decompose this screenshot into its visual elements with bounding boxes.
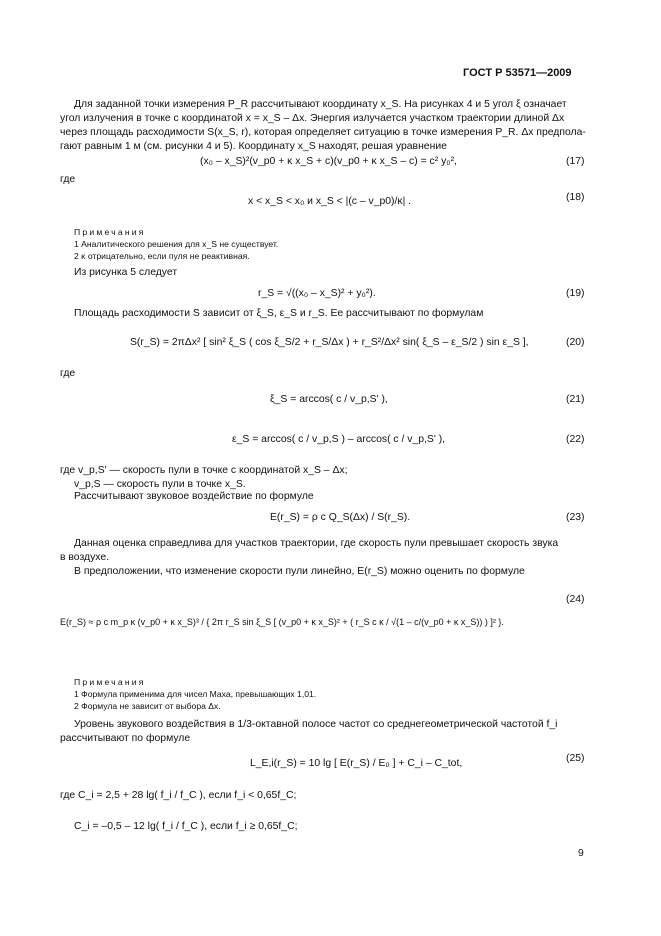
equation-23: E(r_S) = ρ c Q_S(Δx) / S(r_S). <box>270 512 411 523</box>
equation-24-number: (24) <box>566 594 585 605</box>
equation-22-number: (22) <box>566 434 585 445</box>
equation-24: E(r_S) ≈ ρ c m_p κ (v_p0 + κ x_S)³ / { 2π r_S sin ξ_S [ (v_p0 + κ x_S)² + ( r_S c κ / √(1 – c/(v_p0 + κ x_S)) ) ]² }. <box>60 617 504 627</box>
paragraph-2: Площадь расходимости S зависит от ξ_S, ε_S и r_S. Ее рассчитывают по формулам <box>74 308 484 319</box>
ci-definition-2: C_i = –0,5 – 12 lg( f_i / f_C ), если f_i ≥ 0,65f_C; <box>74 821 298 832</box>
notes-title-2: Примечания <box>74 677 146 687</box>
note-2-1: 1 Формула применима для чисел Маха, превышающих 1,01. <box>74 689 317 699</box>
paragraph-3: Рассчитывают звуковое воздействие по формуле <box>74 491 314 502</box>
equation-19-number: (19) <box>566 288 585 299</box>
equation-18: x < x_S < x₀ и x_S < |(c – v_p0)/κ| . <box>248 196 412 207</box>
equation-20-number: (20) <box>566 337 585 348</box>
definition-2: v_p,S — скорость пули в точке x_S. <box>74 479 246 490</box>
notes-title-1: Примечания <box>74 227 146 237</box>
paragraph-1-line-2: угол излучения в точке с координатой x = x_S – Δx. Энергия излучается участком траектории длиной Δx <box>60 113 565 124</box>
ci-definition-1: где C_i = 2,5 + 28 lg( f_i / f_C ), если f_i < 0,65f_C; <box>60 790 297 801</box>
paragraph-1-line-4: гают равным 1 м (см. рисунки 4 и 5). Координату x_S находят, решая уравнение <box>60 141 447 152</box>
paragraph-4-line-2: в воздухе. <box>60 552 110 563</box>
paragraph-6-line-1: Уровень звукового воздействия в 1/3-октавной полосе частот со среднегеометрической частотой f_i <box>74 719 558 730</box>
equation-25: L_E,i(r_S) = 10 lg [ E(r_S) / E₀ ] + C_i – C_tot, <box>250 758 463 769</box>
equation-22: ε_S = arccos( c / v_p,S ) – arccos( c / v_p,S' ), <box>232 434 446 445</box>
paragraph-6-line-2: рассчитывают по формуле <box>60 733 191 744</box>
equation-18-number: (18) <box>566 192 585 203</box>
where-label-2: где <box>60 368 76 379</box>
equation-20: S(r_S) = 2πΔx² [ sin² ξ_S ( cos ξ_S/2 + r_S/Δx ) + r_S²/Δx² sin( ξ_S – ε_S/2 ) sin ε_S ], <box>130 337 529 348</box>
paragraph-1-line-1: Для заданной точки измерения P_R рассчитывают координату x_S. На рисунках 4 и 5 угол ξ означает <box>74 99 567 110</box>
standard-code: ГОСТ Р 53571—2009 <box>463 67 572 79</box>
equation-25-number: (25) <box>566 753 585 764</box>
note-1-1: 1 Аналитического решения для x_S не существует. <box>74 239 279 249</box>
equation-21: ξ_S = arccos( c / v_p,S' ), <box>270 394 388 405</box>
equation-19: r_S = √((x₀ – x_S)² + y₀²). <box>258 288 376 299</box>
paragraph-5: В предположении, что изменение скорости пули линейно, E(r_S) можно оценить по формуле <box>74 566 525 577</box>
definition-1: где v_p,S' — скорость пули в точке с координатой x_S – Δx; <box>60 465 348 476</box>
paragraph-4-line-1: Данная оценка справедлива для участков траектории, где скорость пули превышает скорость звука <box>74 538 559 549</box>
equation-21-number: (21) <box>566 394 585 405</box>
where-label-1: где <box>60 174 76 185</box>
equation-17-number: (17) <box>566 156 585 167</box>
page-number: 9 <box>578 848 584 859</box>
equation-17: (x₀ – x_S)²(v_p0 + κ x_S + c)(v_p0 + κ x_S – c) = c² y₀², <box>200 156 457 167</box>
equation-23-number: (23) <box>566 512 585 523</box>
note-2-2: 2 Формула не зависит от выбора Δx. <box>74 701 221 711</box>
note-1-2: 2 κ отрицательно, если пуля не реактивная. <box>74 251 250 261</box>
from-figure-5: Из рисунка 5 следует <box>74 267 178 278</box>
paragraph-1-line-3: через площадь расходимости S(x_S, r), которая определяет ситуацию в точке измерения P_R. Δx предпола- <box>60 127 586 138</box>
